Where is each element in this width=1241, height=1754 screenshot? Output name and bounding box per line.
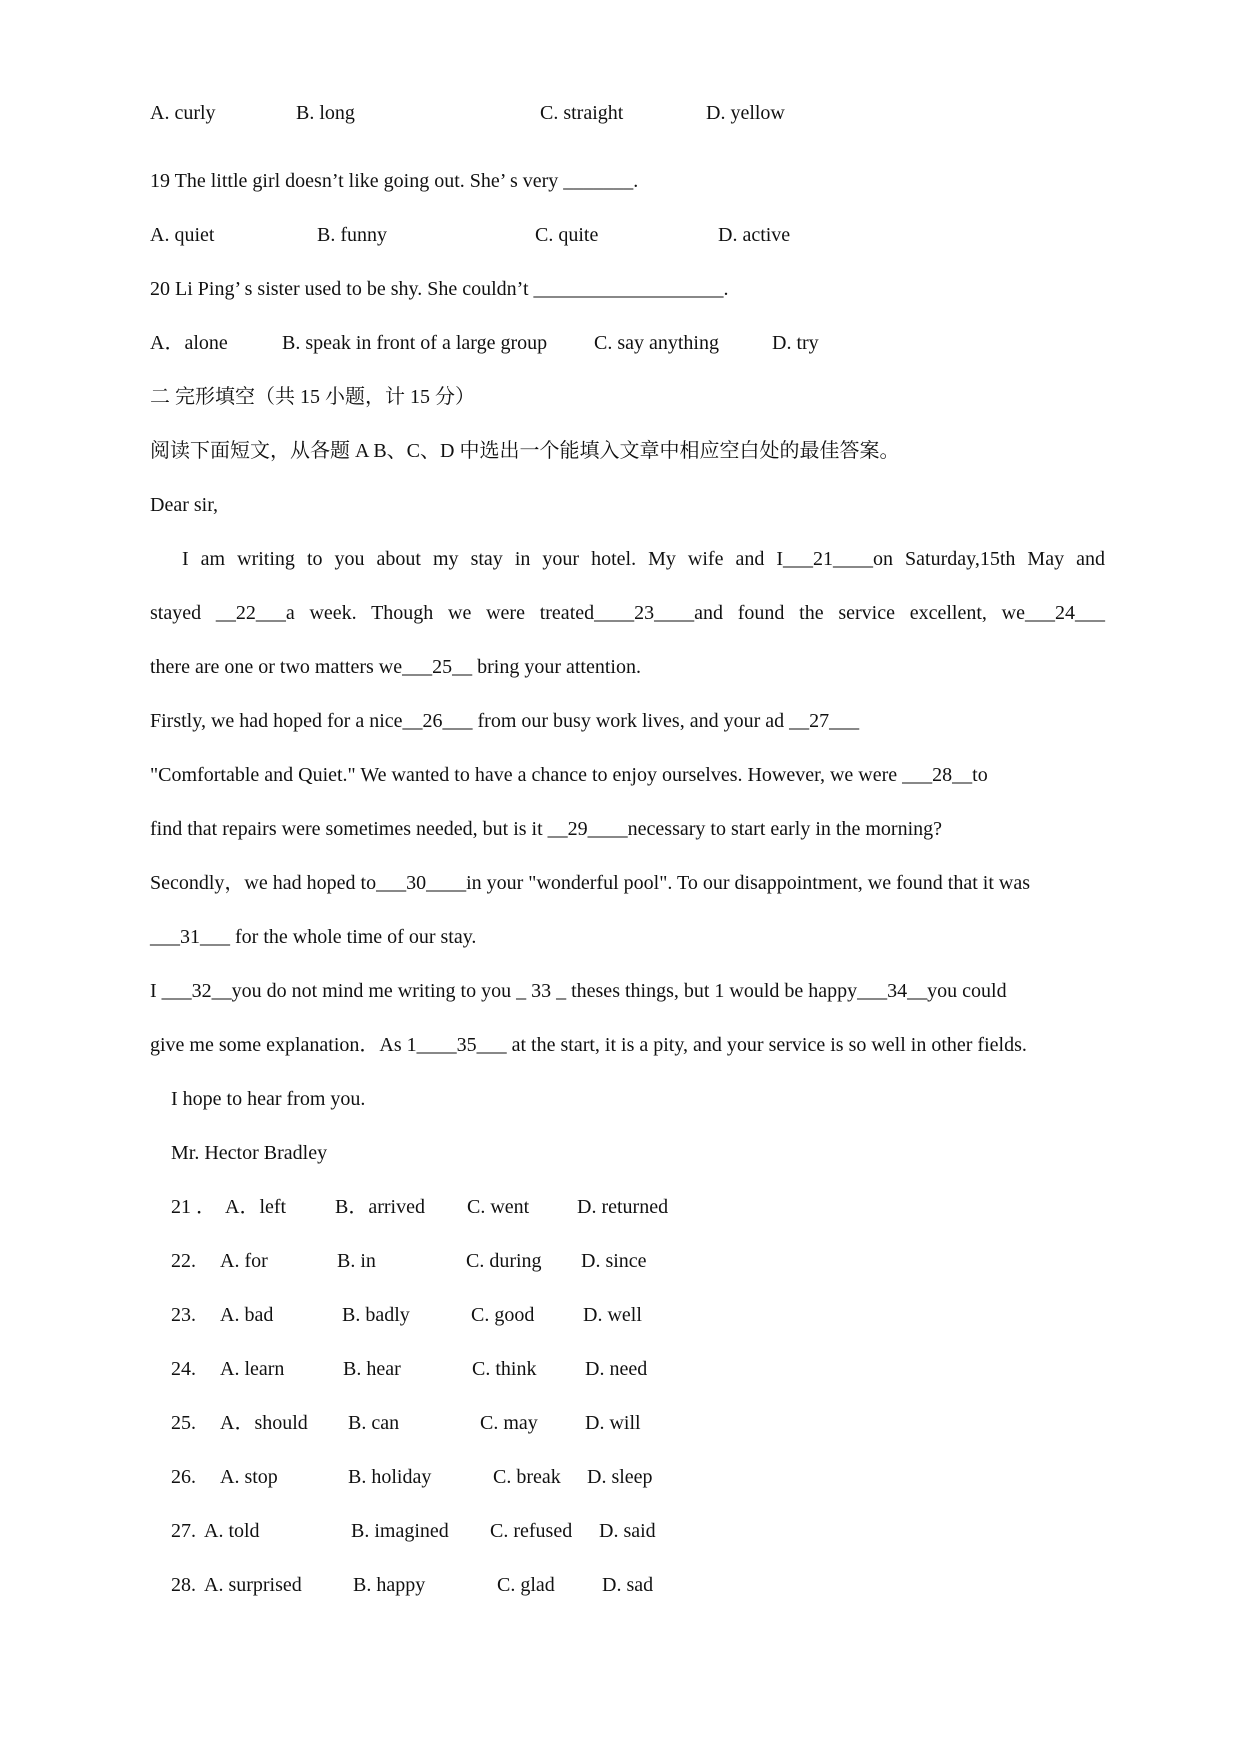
- option-b: B. happy: [353, 1574, 426, 1596]
- q20-option-c: C. say anything: [594, 332, 719, 354]
- question-number: 22.: [171, 1250, 196, 1272]
- option-d: D. sleep: [587, 1466, 653, 1488]
- option-b: B. imagined: [351, 1520, 449, 1542]
- option-b: B. badly: [342, 1304, 410, 1326]
- letter-line-8: ___31___ for the whole time of our stay.: [150, 926, 477, 948]
- q18-option-a: A. curly: [150, 102, 216, 124]
- option-c: C. went: [467, 1196, 530, 1218]
- q19-option-d: D. active: [718, 224, 791, 246]
- option-d: D. since: [581, 1250, 647, 1272]
- question-number: 24.: [171, 1358, 196, 1380]
- letter-closing: I hope to hear from you.: [171, 1088, 366, 1110]
- option-b: B. in: [337, 1250, 376, 1272]
- q20-option-b: B. speak in front of a large group: [282, 332, 548, 354]
- option-a: A. for: [220, 1250, 268, 1272]
- question-number: 27.: [171, 1520, 196, 1542]
- letter-salutation: Dear sir,: [150, 494, 219, 516]
- option-b: B. can: [348, 1412, 400, 1434]
- q19-option-c: C. quite: [535, 224, 599, 246]
- question-number: 28.: [171, 1574, 196, 1596]
- letter-line-10: give me some explanation．As 1____35___ at the start, it is a pity, and your service is so well in other fields.: [150, 1034, 1027, 1056]
- option-d: D. well: [583, 1304, 642, 1326]
- option-b: B．arrived: [335, 1196, 425, 1218]
- letter-line-9: I ___32__you do not mind me writing to you _ 33 _ theses things, but 1 would be happy___34__you could: [150, 980, 1007, 1002]
- option-b: B. holiday: [348, 1466, 432, 1488]
- option-d: D. will: [585, 1412, 641, 1434]
- option-a: A. stop: [220, 1466, 278, 1488]
- option-d: D. returned: [577, 1196, 669, 1218]
- question-number: 25.: [171, 1412, 196, 1434]
- q20-stem: 20 Li Ping’ s sister used to be shy. She couldn’t ___________________.: [150, 278, 729, 300]
- q20-option-d: D. try: [772, 332, 819, 354]
- section-heading: 二 完形填空（共 15 小题，计 15 分）: [150, 386, 475, 408]
- option-c: C. good: [471, 1304, 535, 1326]
- option-a: A. surprised: [204, 1574, 302, 1596]
- option-a: A. bad: [220, 1304, 274, 1326]
- option-a: A. learn: [220, 1358, 285, 1380]
- option-d: D. said: [599, 1520, 656, 1542]
- option-c: C. during: [466, 1250, 542, 1272]
- letter-line-1: I am writing to you about my stay in your hotel. My wife and I___21____on Saturday,15th May and: [182, 548, 1105, 570]
- letter-line-4: Firstly, we had hoped for a nice__26___ from our busy work lives, and your ad __27___: [150, 710, 860, 732]
- letter-line-5: "Comfortable and Quiet." We wanted to have a chance to enjoy ourselves. However, we were ___28__to: [150, 764, 988, 786]
- option-a: A．left: [225, 1196, 287, 1218]
- option-a: A. told: [204, 1520, 260, 1542]
- option-c: C. think: [472, 1358, 537, 1380]
- q18-option-c: C. straight: [540, 102, 624, 124]
- q18-option-d: D. yellow: [706, 102, 785, 124]
- option-c: C. refused: [490, 1520, 573, 1542]
- letter-line-3: there are one or two matters we___25__ bring your attention.: [150, 656, 641, 678]
- option-d: D. need: [585, 1358, 648, 1380]
- q19-option-b: B. funny: [317, 224, 387, 246]
- option-c: C. glad: [497, 1574, 555, 1596]
- section-instruction: 阅读下面短文，从各题 A B、C、D 中选出一个能填入文章中相应空白处的最佳答案。: [150, 440, 900, 462]
- option-d: D. sad: [602, 1574, 654, 1596]
- q18-option-b: B. long: [296, 102, 355, 124]
- option-b: B. hear: [343, 1358, 401, 1380]
- option-c: C. break: [493, 1466, 561, 1488]
- question-number: 23.: [171, 1304, 196, 1326]
- question-number: 26.: [171, 1466, 196, 1488]
- q20-option-a: A．alone: [150, 332, 228, 354]
- letter-signature: Mr. Hector Bradley: [171, 1142, 328, 1164]
- letter-line-2: stayed __22___a week. Though we were treated____23____and found the service excellent, we___24___: [150, 602, 1105, 624]
- letter-line-6: find that repairs were sometimes needed, but is it __29____necessary to start early in the morning?: [150, 818, 943, 840]
- question-number: 21 ．: [171, 1196, 216, 1218]
- q19-stem: 19 The little girl doesn’t like going out. She’ s very _______.: [150, 170, 639, 192]
- option-c: C. may: [480, 1412, 538, 1434]
- q19-option-a: A. quiet: [150, 224, 215, 246]
- option-a: A．should: [220, 1412, 308, 1434]
- letter-line-7: Secondly，we had hoped to___30____in your "wonderful pool". To our disappointment, we found that it was: [150, 872, 1030, 894]
